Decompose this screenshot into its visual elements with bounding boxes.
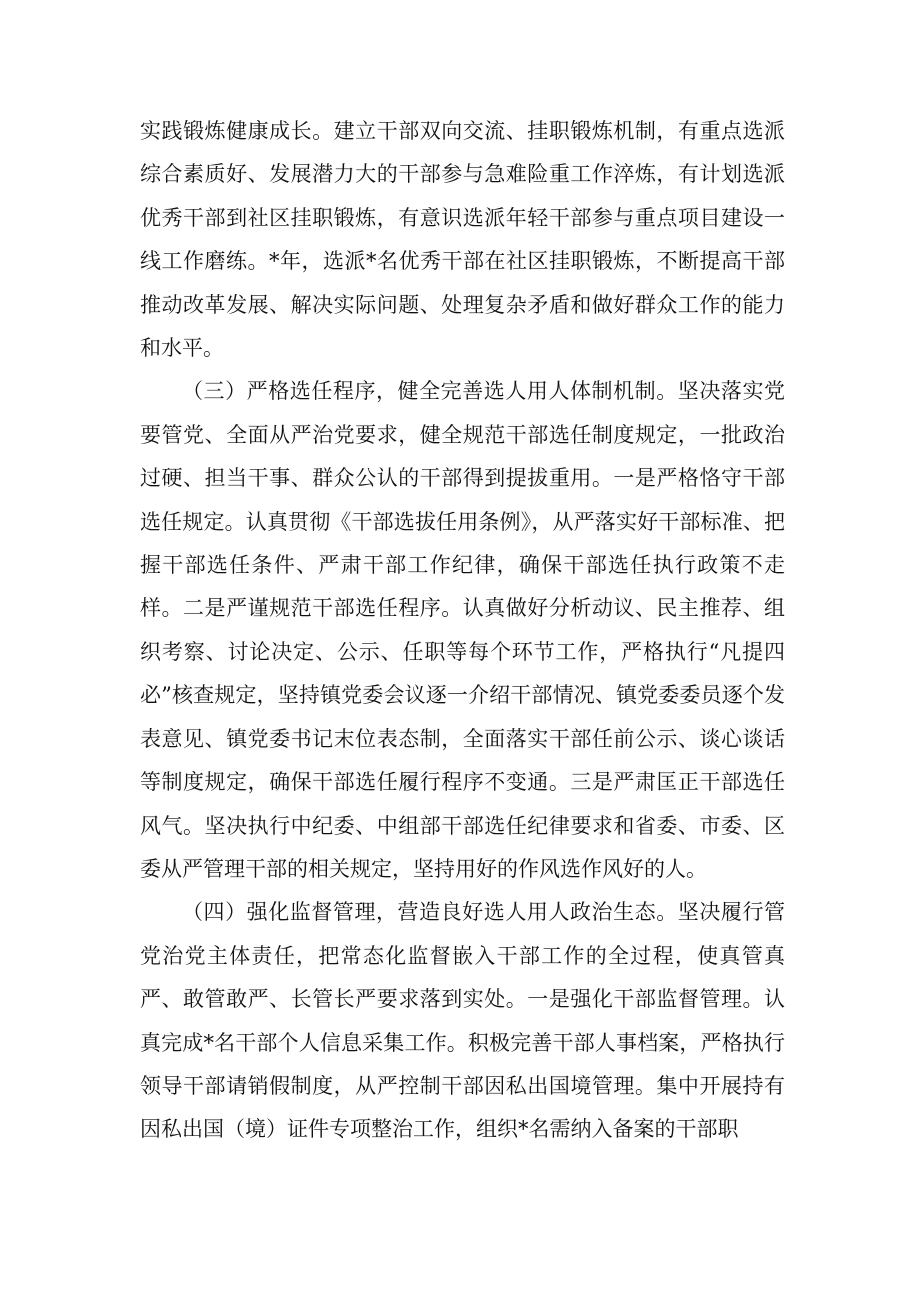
document-body bbox=[140, 110, 785, 1152]
paragraph-section-3: （三）严格选任程序，健全完善选人用人体制机制。坚决落实党要管党、全面从严治党要求，健全规范干部选任制度规定，一批政治过硬、担当干事、群众公认的干部得到提拔重用。一是严格恪守干部选任规定。认真贯彻《干部选拔任用条例》，从严落实好干部标准、把握干部选任条件、严肃干部工作纪律，确保干部选任执行政策不走样。二是严谨规范干部选任程序。认真做好分析动议、民主推荐、组织考察、讨论决定、公示、任职等每个环节工作，严格执行“凡提四必”核查规定，坚持镇党委会议逐一介绍干部情况、镇党委委员逐个发表意见、镇党委书记末位表态制，全面落实干部任前公示、谈心谈话等制度规定，确保干部选任履行程序不变通。三是严肃匡正干部选任风气。坚决执行中纪委、中组部干部选任纪律要求和省委、市委、区委从严管理干部的相关规定，坚持用好的作风选作风好的人。 bbox=[140, 379, 785, 881]
paragraph-section-4: （四）强化监督管理，营造良好选人用人政治生态。坚决履行管党治党主体责任，把常态化监督嵌入干部工作的全过程，使真管真严、敢管敢严、长管长严要求落到实处。一是强化干部监督管理。认真完成*名干部个人信息采集工作。积极完善干部人事档案，严格执行领导干部请销假制度，从严控制干部因私出国境管理。集中开展持有因私出国（境）证件专项整治工作，组织*名需纳入备案的干部职 bbox=[140, 900, 785, 1142]
paragraph-continuation: 实践锻炼健康成长。建立干部双向交流、挂职锻炼机制，有重点选派综合素质好、发展潜力大的干部参与急难险重工作淬炼，有计划选派优秀干部到社区挂职锻炼，有意识选派年轻干部参与重点项目建设一线工作磨练。*年，选派*名优秀干部在社区挂职锻炼，不断提高干部推动改革发展、解决实际问题、处理复杂矛盾和做好群众工作的能力和水平。 bbox=[140, 119, 785, 361]
